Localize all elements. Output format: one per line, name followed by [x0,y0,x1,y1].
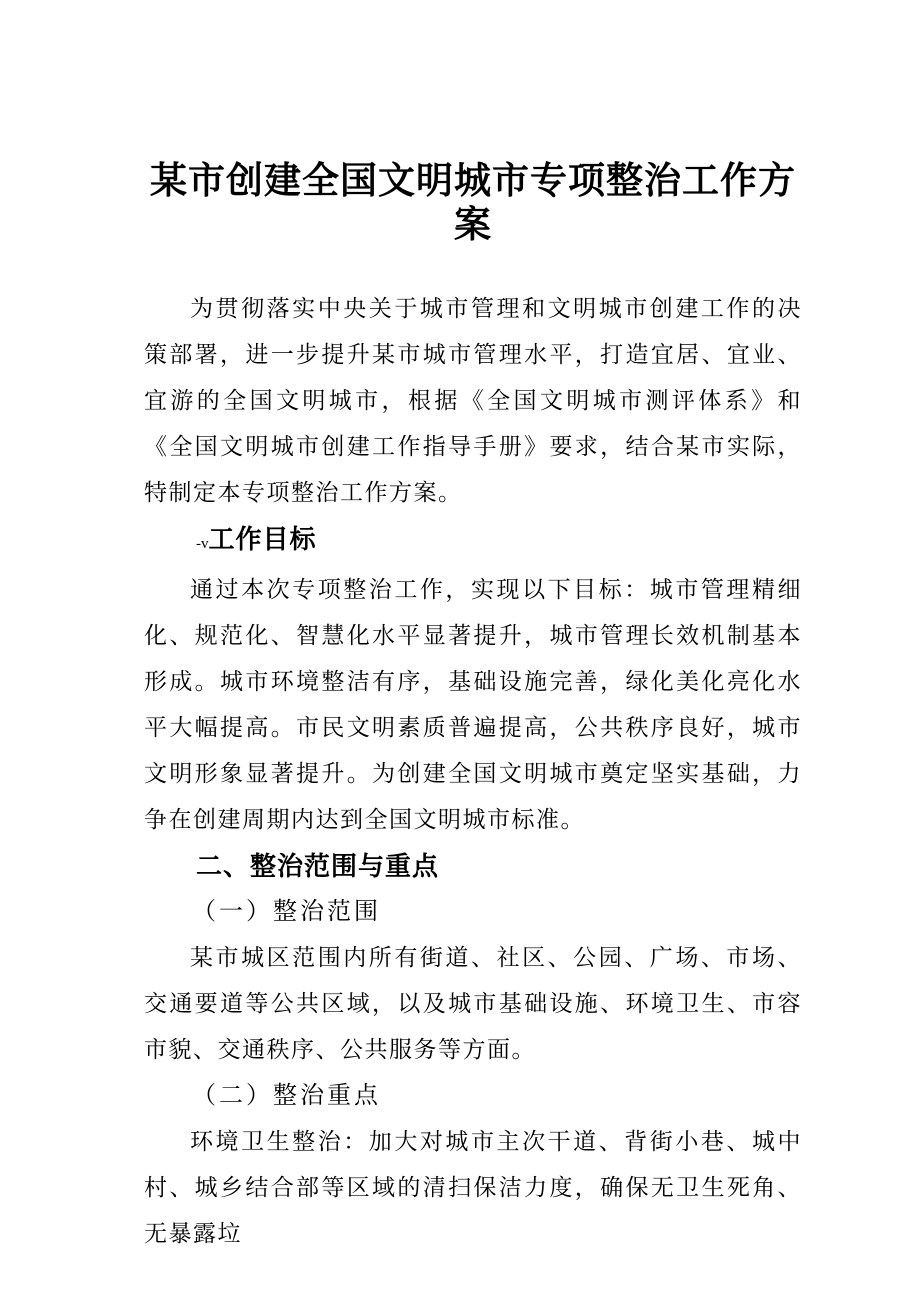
document-title: 某市创建全国文明城市专项整治工作方案 [150,161,796,246]
scope-paragraph: 某市城区范围内所有街道、社区、公园、广场、市场、交通要道等公共区域，以及城市基础设施、环境卫生、市容市貌、交通秩序、公共服务等方面。 [144,945,802,1062]
key-points-paragraph: 环境卫生整治：加大对城市主次干道、背街小巷、城中村、城乡结合部等区域的清扫保洁力度，确保无卫生死角、无暴露垃 [144,1129,802,1246]
subsection2-heading: （二）整治重点 [192,1083,381,1109]
section1-title: 工作目标 [208,524,317,554]
section1-prefix: -v [196,536,209,552]
section2-heading: 二、整治范围与重点 [196,851,440,881]
section1-heading [144,516,802,567]
goals-paragraph: 通过本次专项整治工作，实现以下目标：城市管理精细化、规范化、智慧化水平显著提升，城市管理长效机制基本形成。城市环境整洁有序，基础设施完善，绿化美化亮化水平大幅提高。市民文明素质普遍提高，公共秩序良好，城市文明形象显著提升。为创建全国文明城市奠定坚实基础，力争在创建周期内达到全国文明城市标准。 [144,577,802,832]
intro-paragraph: 为贯彻落实中央关于城市管理和文明城市创建工作的决策部署，进一步提升某市城市管理水平，打造宜居、宜业、宜游的全国文明城市，根据《全国文明城市测评体系》和《全国文明城市创建工作指导手册》要求，结合某市实际，特制定本专项整治工作方案。 [144,296,802,505]
subsection1-heading: （一）整治范围 [192,899,381,925]
